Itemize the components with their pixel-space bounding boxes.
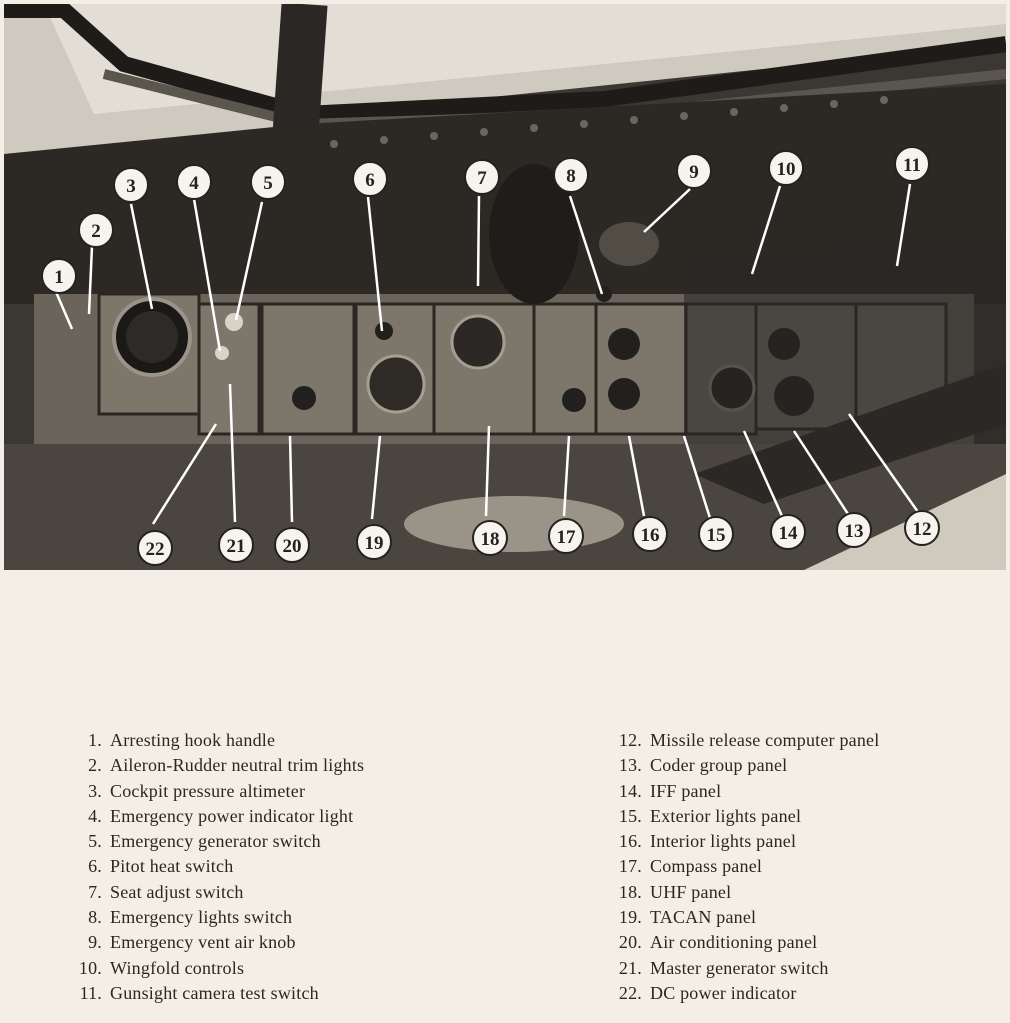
legend-item-number: 8.: [88, 907, 102, 928]
legend-item-number: 4.: [88, 805, 102, 826]
callout-marker-13: [837, 513, 871, 547]
legend-item-number: 18.: [618, 881, 642, 902]
legend-item: [72, 829, 364, 854]
callout-marker-3: [114, 168, 148, 202]
legend-item-number: 9.: [88, 932, 102, 953]
callout-marker-9: [677, 154, 711, 188]
legend-item: [612, 753, 879, 778]
callout-number: 2: [91, 221, 101, 242]
callout-number: 21: [226, 536, 246, 557]
callout-marker-17: [549, 519, 583, 553]
callout-number: 16: [640, 525, 660, 546]
callout-marker-11: [895, 147, 929, 181]
callout-marker-20: [275, 528, 309, 562]
legend-item-number: 5.: [88, 831, 102, 852]
legend-item-text: DC power indicator: [650, 982, 797, 1003]
legend-item-number: 1.: [88, 730, 102, 750]
callout-number: 13: [844, 521, 864, 542]
callout-number: 19: [364, 533, 384, 554]
callout-number: 6: [365, 170, 375, 191]
legend-item-number: 12.: [618, 730, 642, 750]
legend-item-text: Master generator switch: [650, 957, 829, 978]
callout-number: 14: [778, 523, 798, 544]
legend-right-column: [612, 728, 879, 1006]
legend-item: [612, 905, 879, 930]
legend-item-text: Arresting hook handle: [110, 730, 276, 750]
legend-item: [72, 956, 364, 981]
legend-item: [72, 981, 364, 1006]
legend-item: [72, 753, 364, 778]
callout-marker-4: [177, 165, 211, 199]
callout-number: 10: [776, 159, 796, 180]
callout-number: 18: [480, 529, 500, 550]
legend-item: [612, 779, 879, 804]
legend-item-text: Wingfold controls: [110, 957, 245, 978]
callout-marker-2: [79, 213, 113, 247]
legend-left-column: [72, 728, 364, 1006]
legend-item-number: 6.: [88, 856, 102, 877]
legend-item: [612, 981, 879, 1006]
legend-item: [72, 779, 364, 804]
legend-item: [612, 728, 879, 753]
callout-number: 9: [689, 162, 699, 183]
callout-number: 17: [556, 527, 576, 548]
legend-item: [72, 930, 364, 955]
callout-number: 11: [903, 155, 921, 176]
legend: [0, 728, 1010, 1018]
callout-number: 15: [706, 525, 726, 546]
legend-item-number: 19.: [618, 907, 642, 928]
callout-marker-15: [699, 517, 733, 551]
legend-item-text: IFF panel: [650, 780, 722, 801]
legend-item: [72, 728, 364, 753]
legend-item-number: 10.: [78, 957, 102, 978]
callout-markers: [4, 4, 1006, 570]
legend-item-number: 14.: [618, 780, 642, 801]
legend-item-text: Aileron-Rudder neutral trim lights: [110, 755, 365, 776]
legend-item-text: Cockpit pressure altimeter: [110, 780, 306, 801]
callout-number: 8: [566, 166, 576, 187]
legend-item-number: 13.: [618, 755, 642, 776]
legend-item-number: 21.: [618, 957, 642, 978]
legend-item: [612, 956, 879, 981]
legend-item-number: 7.: [88, 881, 102, 902]
legend-item-text: Missile release computer panel: [650, 730, 880, 750]
legend-item-text: UHF panel: [650, 881, 732, 902]
legend-item: [72, 804, 364, 829]
callout-marker-19: [357, 525, 391, 559]
legend-item-text: Interior lights panel: [650, 831, 797, 852]
callout-marker-21: [219, 528, 253, 562]
callout-marker-12: [905, 511, 939, 545]
legend-item-text: Seat adjust switch: [110, 881, 244, 902]
legend-item-number: 17.: [618, 856, 642, 877]
callout-number: 12: [912, 519, 932, 540]
legend-item: [612, 854, 879, 879]
legend-item-number: 11.: [79, 982, 102, 1003]
legend-item-text: TACAN panel: [650, 907, 757, 928]
legend-item-number: 15.: [618, 805, 642, 826]
callout-marker-16: [633, 517, 667, 551]
callout-number: 22: [145, 539, 165, 560]
legend-item: [612, 880, 879, 905]
legend-item: [612, 930, 879, 955]
legend-item-number: 20.: [618, 932, 642, 953]
legend-item-number: 16.: [618, 831, 642, 852]
legend-item-text: Pitot heat switch: [110, 856, 234, 877]
callout-marker-7: [465, 160, 499, 194]
callout-marker-22: [138, 531, 172, 565]
legend-item-number: 2.: [88, 755, 102, 776]
legend-item: [72, 905, 364, 930]
legend-item-text: Emergency power indicator light: [110, 805, 354, 826]
callout-marker-1: [42, 259, 76, 293]
legend-item: [612, 829, 879, 854]
legend-item-text: Exterior lights panel: [650, 805, 802, 826]
legend-item-text: Compass panel: [650, 856, 763, 877]
callout-number: 1: [54, 267, 64, 288]
callout-number: 7: [477, 168, 487, 189]
callout-marker-10: [769, 151, 803, 185]
callout-number: 3: [126, 176, 136, 197]
callout-number: 5: [263, 173, 273, 194]
callout-number: 20: [282, 536, 302, 557]
legend-item-text: Coder group panel: [650, 755, 788, 776]
callout-marker-18: [473, 521, 507, 555]
cockpit-photo: [4, 4, 1006, 570]
callout-number: 4: [189, 173, 199, 194]
callout-marker-14: [771, 515, 805, 549]
legend-item-text: Emergency generator switch: [110, 831, 321, 852]
legend-item: [72, 880, 364, 905]
callout-marker-8: [554, 158, 588, 192]
legend-item: [72, 854, 364, 879]
legend-item-text: Gunsight camera test switch: [110, 982, 319, 1003]
legend-item: [612, 804, 879, 829]
legend-item-text: Emergency vent air knob: [110, 932, 296, 953]
legend-item-number: 3.: [88, 780, 102, 801]
legend-item-number: 22.: [618, 982, 642, 1003]
callout-marker-5: [251, 165, 285, 199]
legend-item-text: Air conditioning panel: [650, 932, 818, 953]
callout-marker-6: [353, 162, 387, 196]
legend-item-text: Emergency lights switch: [110, 907, 293, 928]
